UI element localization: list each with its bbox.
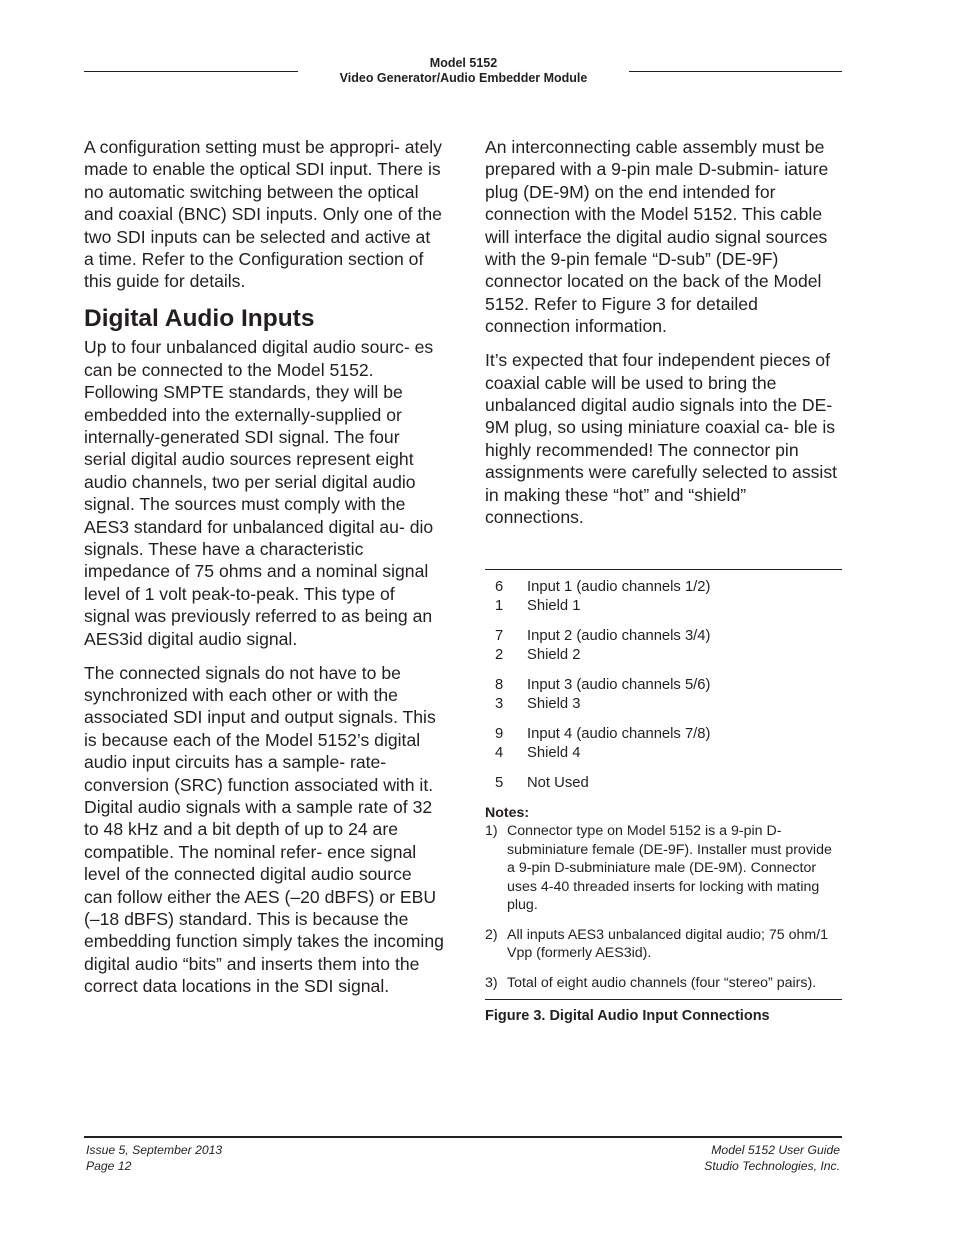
note-number: 3) (485, 974, 498, 991)
pin-label: Input 4 (audio channels 7/8) (527, 726, 711, 742)
pin-group (485, 725, 842, 763)
figure-top-rule (485, 569, 842, 570)
pin-number: 6 (495, 579, 504, 595)
paragraph-coaxial-cable: It’s expected that four independent pieces of coaxial cable will be used to bring the unbalanced digital audio signals into the DE-9M plug, so using miniature coaxial ca- ble is highly recommended! The connector pin assignments were carefully selected to assist in making these “hot” and “shield” connections. (485, 350, 838, 527)
note-text: All inputs AES3 unbalanced digital audio; 75 ohm/1 Vpp (formerly AES3id). (507, 926, 829, 961)
footer-right (704, 1143, 840, 1174)
pin-number: 1 (495, 598, 504, 614)
pin-number: 2 (495, 647, 504, 663)
pin-label: Input 1 (audio channels 1/2) (527, 579, 711, 595)
pin-number: 3 (495, 696, 504, 712)
figure-pin-assignments (485, 569, 842, 1024)
pin-label: Shield 2 (527, 647, 581, 663)
header-model: Model 5152 (429, 56, 498, 70)
footer-page-number: Page 12 (86, 1158, 132, 1173)
pin-row (485, 676, 842, 695)
header-rule-right (629, 71, 842, 72)
note-text: Connector type on Model 5152 is a 9-pin D-subminiature female (DE-9F). Installer must provide a 9-pin D-subminiature male (DE-9M). Connector uses 4-40 threaded inserts for locking with mating plug. (507, 823, 832, 913)
pin-assignment-list (485, 578, 842, 793)
pin-row (485, 627, 842, 646)
note-item (485, 926, 842, 963)
pin-group (485, 676, 842, 714)
note-item (485, 974, 842, 993)
pin-row (485, 725, 842, 744)
footer-issue: Issue 5, September 2013 (86, 1143, 223, 1157)
pin-label: Shield 4 (527, 745, 581, 761)
note-number: 1) (485, 823, 498, 839)
figure-bottom-rule (485, 999, 842, 1000)
pin-label: Shield 3 (527, 696, 581, 712)
pin-label: Not Used (527, 775, 589, 791)
header-rule-left (84, 71, 298, 72)
section-heading: Digital Audio Inputs (84, 305, 315, 333)
footer-left (86, 1143, 222, 1174)
footer-guide-title: Model 5152 User Guide (711, 1143, 840, 1157)
pin-number: 8 (495, 677, 504, 693)
pin-row (485, 744, 842, 763)
header-product: Video Generator/Audio Embedder Module (339, 71, 588, 85)
paragraph-synchronization: The connected signals do not have to be synchronized with each other or with the associated SDI input and output signals. This is because each of the Model 5152’s digital audio input circuits has a sample- rate-conversion (SRC) function associated with it. Digital audio signals with a sample rate of 32 to 48 kHz and a bit depth of up to 24 are compatible. The nominal refer- ence signal level of the connected digital audio source can follow either the AES (–20 dBFS) or EBU (–18 dBFS) standard. This is because the embedding function simply takes the incoming digital audio “bits” and inserts them into the correct data locations in the SDI signal. (84, 662, 444, 997)
pin-row (485, 597, 842, 616)
notes-heading: Notes: (485, 805, 530, 821)
paragraph-config-setting: A configuration setting must be appropri- ately made to enable the optical SDI input. There is no automatic switching between the optical and coaxial (BNC) SDI inputs. Only one of the two SDI inputs can be selected and active at a time. Refer to the Configuration section of this guide for details. (84, 137, 442, 292)
pin-number: 5 (495, 775, 504, 791)
pin-row (485, 646, 842, 665)
pin-label: Input 3 (audio channels 5/6) (527, 677, 711, 693)
notes-list (485, 822, 842, 992)
footer-company: Studio Technologies, Inc. (704, 1158, 840, 1173)
pin-group (485, 627, 842, 665)
note-text: Total of eight audio channels (four “stereo” pairs). (507, 974, 817, 991)
figure-caption: Figure 3. Digital Audio Input Connections (485, 1008, 770, 1024)
note-item (485, 822, 842, 915)
pin-row (485, 695, 842, 714)
pin-row (485, 774, 842, 793)
left-column (84, 136, 444, 1009)
paragraph-cable-assembly: An interconnecting cable assembly must be prepared with a 9-pin male D-submin- iature plug (DE-9M) on the end intended for connection with the Model 5152. This cable will interface the digital audio signal sources with the 9-pin female “D-sub” (DE-9F) connector located on the back of the Model 5152. Refer to Figure 3 for detailed connection information. (485, 137, 829, 337)
pin-label: Input 2 (audio channels 3/4) (527, 628, 711, 644)
pin-label: Shield 1 (527, 598, 581, 614)
running-header (298, 56, 629, 86)
pin-group (485, 578, 842, 616)
pin-number: 4 (495, 745, 504, 761)
paragraph-audio-sources: Up to four unbalanced digital audio sourc- es can be connected to the Model 5152. Following SMPTE standards, they will be embedded into the externally-supplied or internally-generated SDI signal. The four serial digital audio sources represent eight audio channels, two per serial digital audio signal. The sources must comply with the AES3 standard for unbalanced digital au- dio signals. These have a characteristic impedance of 75 ohms and a nominal signal level of 1 volt peak-to-peak. This type of signal was previously referred to as being an AES3id digital audio signal. (84, 337, 434, 649)
pin-group (485, 774, 842, 793)
footer-rule (84, 1136, 842, 1138)
pin-row (485, 578, 842, 597)
note-number: 2) (485, 926, 498, 943)
pin-number: 7 (495, 628, 504, 644)
pin-number: 9 (495, 726, 504, 742)
right-column (485, 136, 847, 540)
